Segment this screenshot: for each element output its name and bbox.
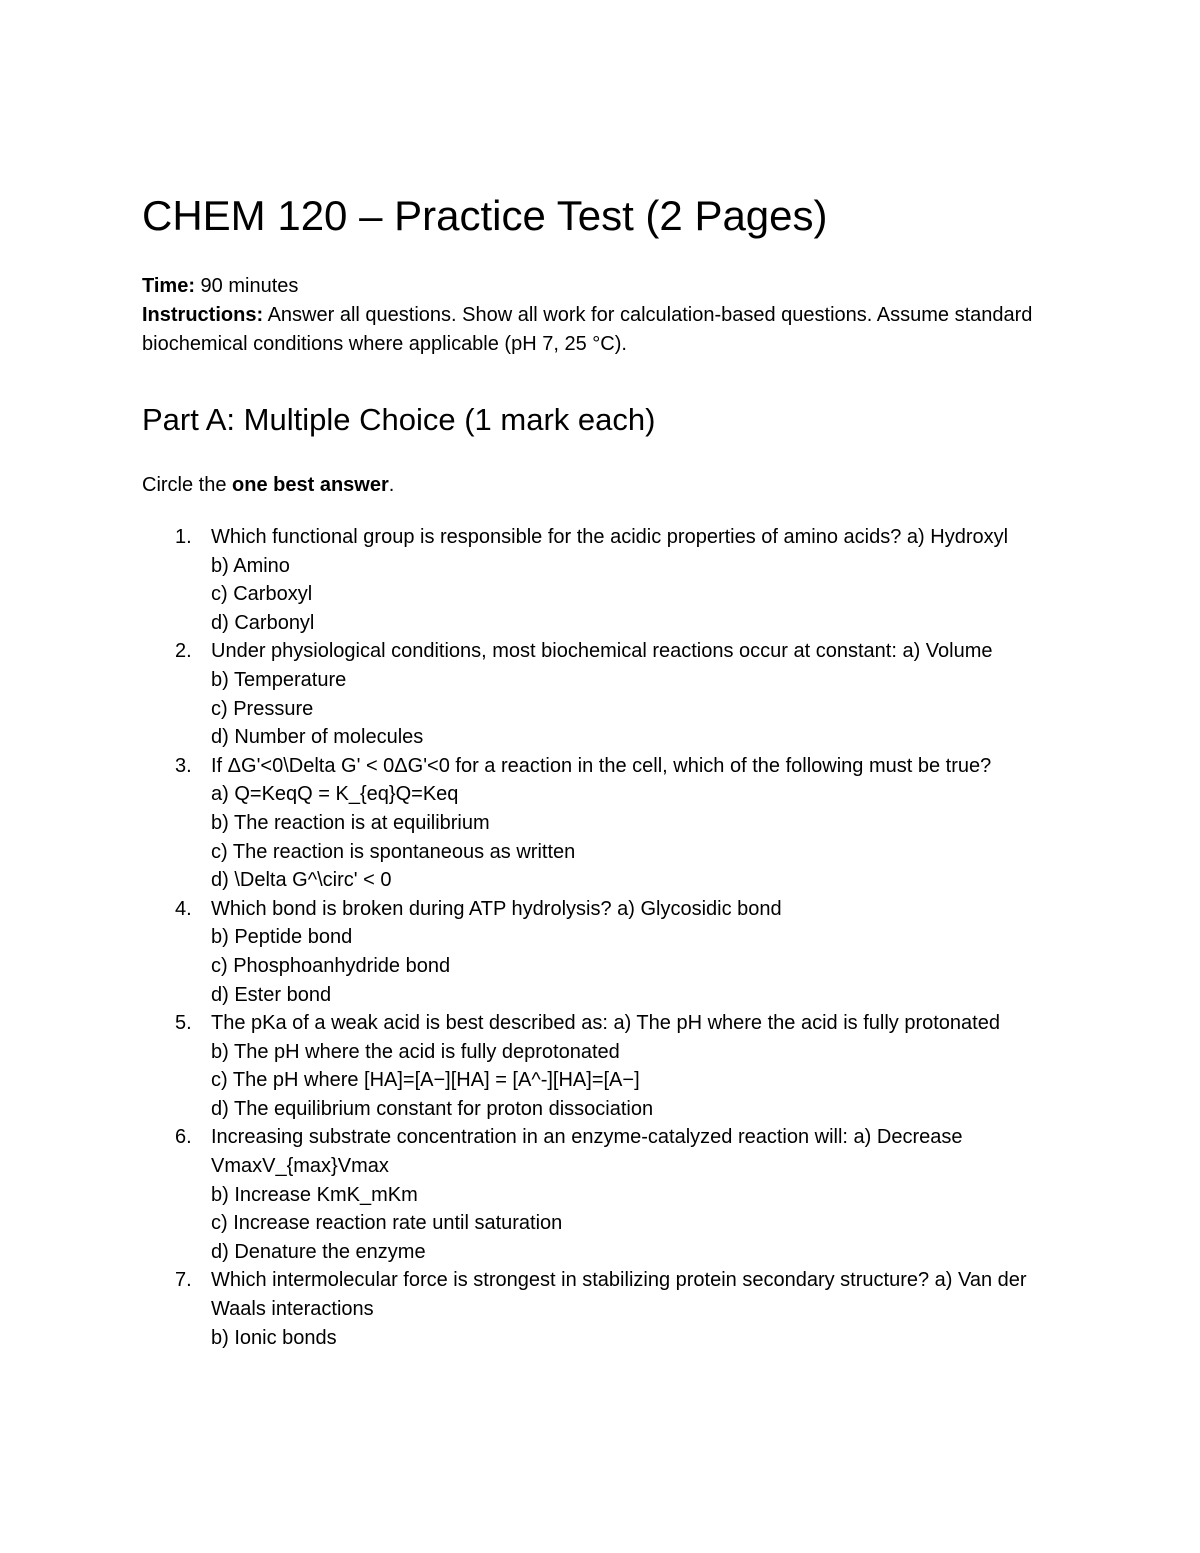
intro-bold: one best answer bbox=[232, 474, 389, 496]
answer-option: c) Increase reaction rate until saturation bbox=[211, 1212, 563, 1235]
document-page bbox=[142, 190, 1062, 1352]
question-number: 7. bbox=[175, 1269, 192, 1292]
answer-option: d) Denature the enzyme bbox=[211, 1240, 426, 1263]
answer-option: b) Temperature bbox=[211, 668, 347, 691]
time-label: Time: bbox=[142, 275, 195, 297]
question-stem: If ΔG'<0\Delta G' < 0ΔG'<0 for a reaction in the cell, which of the following must be true? bbox=[211, 754, 992, 777]
question-list bbox=[142, 523, 1062, 1352]
question-stem: Increasing substrate concentration in an enzyme-catalyzed reaction will: a) Decrease VmaxV_{max}Vmax bbox=[211, 1126, 963, 1178]
time-value: 90 minutes bbox=[194, 275, 299, 297]
instructions-line bbox=[142, 301, 1062, 359]
question-item bbox=[142, 1123, 1062, 1266]
page-title: CHEM 120 – Practice Test (2 Pages) bbox=[142, 192, 828, 239]
question-number: 5. bbox=[175, 1012, 192, 1035]
question-stem: Which bond is broken during ATP hydrolysis? a) Glycosidic bond bbox=[211, 897, 782, 920]
question-number: 1. bbox=[175, 526, 192, 548]
answer-option: c) The pH where [HA]=[A−][HA] = [A^-][HA]=[A−] bbox=[211, 1069, 640, 1092]
answer-option: d) Ester bond bbox=[211, 983, 332, 1006]
answer-option: c) Carboxyl bbox=[211, 583, 313, 606]
part-a-intro bbox=[142, 471, 1062, 500]
intro-prefix: Circle the bbox=[142, 474, 233, 496]
answer-option: c) The reaction is spontaneous as written bbox=[211, 840, 576, 863]
section-title-part-a: Part A: Multiple Choice (1 mark each) bbox=[142, 402, 656, 437]
answer-option: c) Pressure bbox=[211, 697, 314, 720]
answer-option: b) Amino bbox=[211, 554, 290, 577]
answer-option: b) Peptide bond bbox=[211, 926, 353, 949]
answer-option: b) Ionic bonds bbox=[211, 1326, 337, 1349]
question-item bbox=[142, 895, 1062, 1009]
answer-option: c) Phosphoanhydride bond bbox=[211, 954, 451, 977]
answer-option: b) The pH where the acid is fully deprotonated bbox=[211, 1040, 620, 1063]
time-line bbox=[142, 272, 1062, 301]
question-stem: Under physiological conditions, most biochemical reactions occur at constant: a) Volume bbox=[211, 640, 993, 663]
question-stem: Which functional group is responsible for the acidic properties of amino acids? a) Hydroxyl bbox=[211, 526, 1009, 548]
instructions-text: Answer all questions. Show all work for calculation-based questions. Assume standard biochemical conditions where applicable (pH 7, 25 °C). bbox=[142, 304, 1033, 355]
answer-option: d) \Delta G^\circ' < 0 bbox=[211, 869, 392, 892]
question-item bbox=[142, 637, 1062, 751]
question-stem: Which intermolecular force is strongest in stabilizing protein secondary structure? a) Van der Waals interactions bbox=[211, 1269, 1027, 1321]
question-stem: The pKa of a weak acid is best described as: a) The pH where the acid is fully protonated bbox=[211, 1012, 1000, 1035]
answer-option: d) Number of molecules bbox=[211, 726, 424, 749]
answer-option: d) Carbonyl bbox=[211, 611, 315, 634]
answer-option: d) The equilibrium constant for proton dissociation bbox=[211, 1097, 654, 1120]
answer-option: b) The reaction is at equilibrium bbox=[211, 811, 490, 834]
question-item bbox=[142, 752, 1062, 895]
question-item bbox=[142, 523, 1062, 637]
question-item bbox=[142, 1009, 1062, 1123]
answer-option: b) Increase KmK_mKm bbox=[211, 1183, 418, 1206]
intro-suffix: . bbox=[388, 474, 395, 496]
answer-option: a) Q=KeqQ = K_{eq}Q=Keq bbox=[211, 783, 459, 806]
question-number: 3. bbox=[175, 754, 192, 777]
test-meta bbox=[142, 272, 1062, 359]
question-number: 2. bbox=[175, 640, 192, 663]
question-item bbox=[142, 1266, 1062, 1352]
question-number: 6. bbox=[175, 1126, 192, 1149]
instructions-label: Instructions: bbox=[142, 304, 264, 326]
question-number: 4. bbox=[175, 897, 192, 920]
